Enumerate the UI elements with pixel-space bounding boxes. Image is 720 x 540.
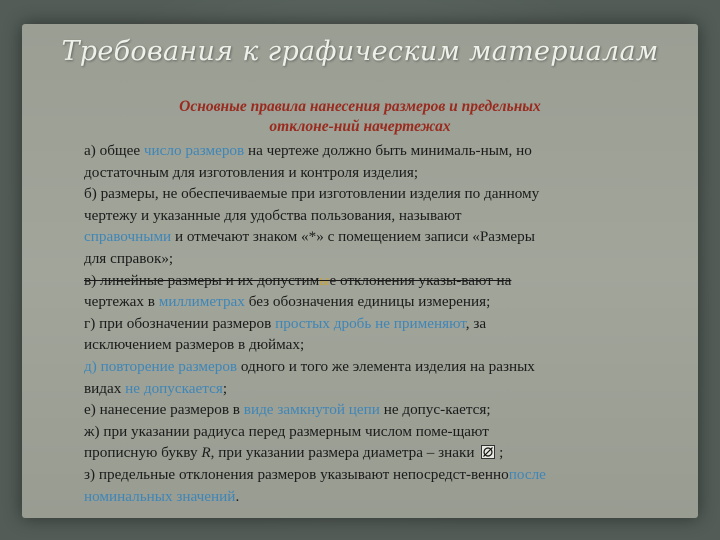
rule-d-line-1: д) повторение размеров одного и того же элемента изделия на разных: [84, 357, 535, 375]
rule-g-line-2: исключением размеров в дюймах;: [84, 336, 305, 354]
rule-d-line-2: видах не допускается;: [84, 379, 228, 397]
rule-z-line-1: з) предельные отклонения размеров указывают непосредст-веннопосле: [84, 465, 546, 483]
slide-title: Требования к графическим материалам: [61, 36, 659, 67]
rule-a-line-2: достаточным для изготовления и контроля изделия;: [84, 163, 419, 181]
rule-b-line-1: б) размеры, не обеспечиваемые при изготовлении изделия по данному: [84, 185, 540, 203]
highlight-after: после: [508, 465, 546, 483]
diameter-sign-icon: [481, 444, 495, 458]
subtitle-line-2: отклоне-ний начертежах: [269, 118, 451, 135]
rule-zh-line-2: прописную букву R, при указании размера диаметра – знаки ;: [84, 444, 504, 462]
highlight-closed-chain: виде замкнутой цепи: [243, 401, 380, 419]
highlight-reference: справочными: [84, 228, 172, 246]
highlight-not-allowed: не допускается: [125, 379, 223, 397]
rules-text: [84, 140, 644, 507]
highlight-number-of-dimensions: число размеров: [143, 142, 245, 159]
rule-b-line-3: справочными и отмечают знаком «*» с помещением записи «Размеры: [84, 228, 535, 246]
subtitle-line-1: Основные правила нанесения размеров и предельных: [179, 98, 541, 115]
slide-subtitle: [110, 97, 610, 137]
rule-e-line-1: е) нанесение размеров в виде замкнутой цепи не допус-кается;: [84, 401, 491, 419]
rule-b-line-2: чертежу и указанные для удобства пользования, называют: [84, 206, 462, 224]
highlight-fractions: простых дробь не применяют: [275, 314, 466, 332]
highlight-millimeters: миллиметрах: [158, 293, 245, 311]
rule-v-line-1: в) линейные размеры и их допустимые отклонения указы-вают на: [84, 271, 512, 289]
rule-a-line-1: а) общее число размеров на чертеже должно быть минималь-ным, но: [84, 142, 532, 159]
highlight-repetition: д) повторение размеров: [84, 357, 238, 375]
rule-zh-line-1: ж) при указании радиуса перед размерным числом поме-щают: [84, 422, 489, 440]
highlight-nominal-values: номинальных значений: [84, 487, 236, 505]
rule-b-line-4: для справок»;: [84, 249, 174, 267]
rule-z-line-2: номинальных значений.: [84, 487, 240, 505]
rule-g-line-1: г) при обозначении размеров простых дробь не применяют, за: [84, 314, 487, 332]
rule-v-line-2: чертежах в миллиметрах без обозначения единицы измерения;: [84, 293, 491, 311]
